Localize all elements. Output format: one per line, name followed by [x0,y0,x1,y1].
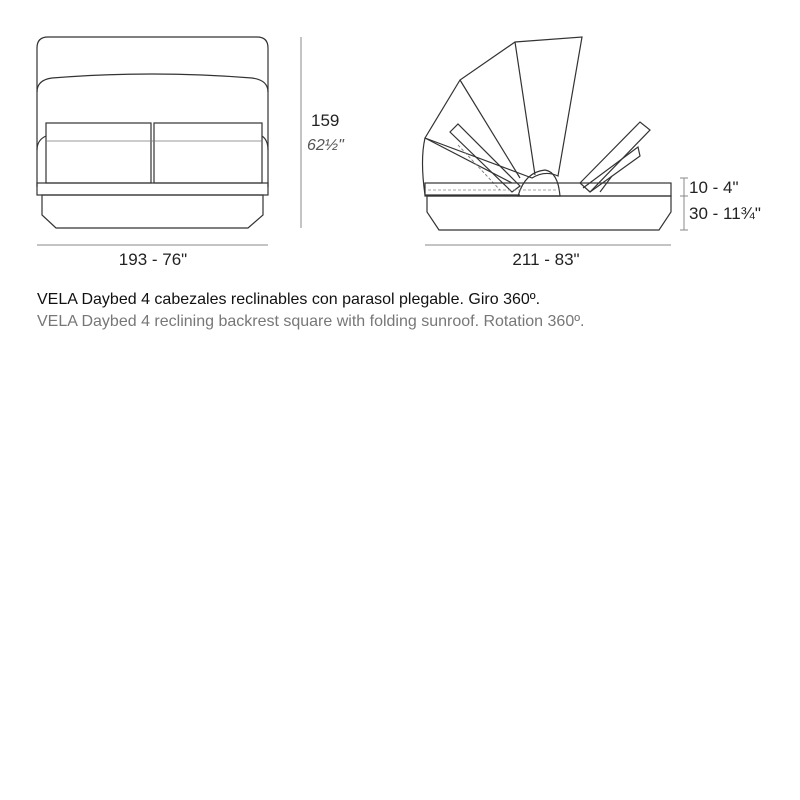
side-cushion-height-label: 10 - 4" [689,178,739,197]
side-sunroof-rib-2 [515,42,535,175]
side-mattress [425,183,671,196]
front-canopy-inner [37,74,268,92]
front-arm-left [37,136,46,150]
front-height-cm: 159 [311,111,340,130]
caption-english: VELA Daybed 4 reclining backrest square with folding sunroof. Rotation 360º. [37,313,585,330]
side-base-height-label: 30 - 11¾" [689,204,761,223]
side-view [423,37,672,230]
front-view [37,37,268,228]
front-cushion-right [154,123,262,183]
front-arm-right [262,136,268,150]
side-canopy-shell [423,138,521,195]
front-height-in: 62½" [307,137,344,154]
side-dimension-lines [425,178,688,245]
front-mattress [37,183,268,195]
side-base [427,196,671,230]
caption-spanish: VELA Daybed 4 cabezales reclinables con parasol plegable. Giro 360º. [37,291,541,308]
front-width-label: 193 - 76" [118,250,188,269]
front-cushion-left [46,123,151,183]
front-canopy [37,37,268,187]
side-sunroof-rib-1 [460,80,520,178]
side-length-label: 211 - 83" [512,250,580,269]
front-base [42,195,263,228]
side-sunroof-fan [425,37,582,178]
product-dimension-drawing [0,0,800,285]
